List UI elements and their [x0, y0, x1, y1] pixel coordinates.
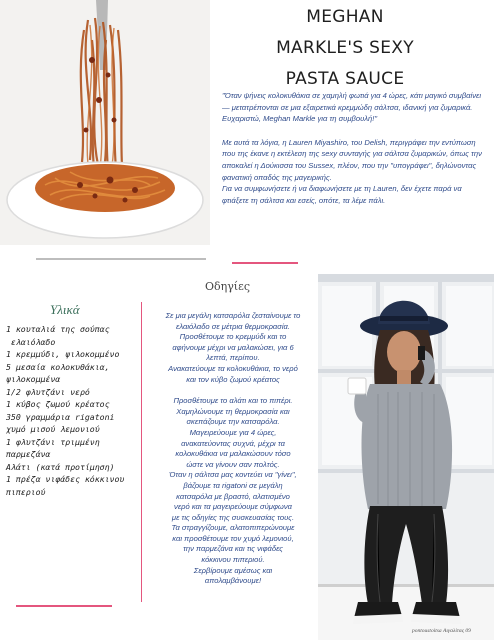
step-line: Προσθέτουμε το κρεμμύδι και το: [179, 332, 287, 342]
ingredients-list: [6, 323, 146, 498]
photo-credit: pontoustoitsa Αιγαλίτας 09: [412, 628, 471, 634]
ingredient-line: ελαιόλαδο: [6, 336, 56, 347]
step-line: Μαγειρεύουμε για 4 ώρες,: [189, 427, 277, 437]
step-line: Χαμηλώνουμε τη θερμοκρασία και: [176, 406, 290, 416]
pasta-photo: [0, 0, 210, 245]
step-line: σκεπάζουμε την κατσαρόλα.: [186, 417, 280, 427]
ingredient-line: 1 φλυτζάνι τριμμένη: [6, 436, 100, 447]
ingredient-line: 1 κύβος ζωμού κρέατος: [6, 399, 110, 409]
ingredient-line: πιπεριού: [6, 486, 46, 497]
title-line-2: MARKLE'S SEXY: [276, 38, 414, 58]
intro-text: [222, 90, 484, 206]
step-line: κολοκυθάκια να μαλακώσουν τόσο: [175, 449, 291, 459]
intro-quote: "Όταν ψήνεις κολοκυθάκια σε χαμηλή φωτιά για 4 ώρες, κάτι μαγικό συμβαίνει — μετατρέπονται σε μια εξαιρετικά κρεμμώδη σάλτσα, ιδανική για ζυμαρικά. Ευχαριστώ, Meghan Markle για τη συμβουλή!": [222, 91, 482, 124]
ingredient-line: 1/2 φλυτζάνι νερό: [6, 386, 90, 397]
meghan-illustration: [318, 274, 494, 640]
page-title: [230, 2, 460, 95]
step-line: κόκκινου πιπεριού.: [201, 555, 265, 565]
step-line: και προσθέτουμε τον χυμό λεμονιού,: [172, 533, 294, 543]
ingredient-line: 1 κουταλιά της σούπας: [6, 324, 110, 334]
step-line: νερό και τα μαγειρεύουμε σύμφωνα: [174, 502, 292, 512]
step-line: αφήνουμε μέχρι να μαλακώσει, για 6: [172, 342, 294, 352]
step-line: βάζουμε τα rigatoni σε μεγάλη: [183, 480, 283, 490]
step-line: και τον κύβο ζωμού κρέατος: [186, 374, 280, 384]
ingredient-line: 5 μεσαία κολοκυθάκια,: [6, 361, 110, 372]
step-line: Τα στραγγίζουμε, αλατοπιπερώνουμε: [171, 523, 295, 533]
intro-paragraph-3: Για να συμφωνήσετε ή να διαφωνήσετε με τη Lauren, δεν έχετε παρά να φτιάξετε τη σάλτσα και εσείς, οπότε, τα λέμε πάλι.: [222, 184, 462, 205]
step-line: Ανακατεύουμε τα κολοκυθάκια, το νερό: [168, 363, 298, 373]
step-line: ανακατεύοντας συχνά, μέχρι τα: [181, 438, 285, 448]
title-line-1: MEGHAN: [306, 7, 384, 27]
title-line-3: PASTA SAUCE: [285, 69, 405, 89]
step-line: Σερβίρουμε αμέσως και: [193, 565, 273, 575]
pink-divider-bottom: [16, 605, 112, 607]
step-line: Σε μια μεγάλη κατσαρόλα ζεσταίνουμε το: [165, 311, 301, 320]
ingredient-line: 1 κρεμμύδι, ψιλοκομμένο: [6, 349, 120, 359]
step-line: κατσαρόλα με βραστό, αλατισμένο: [176, 491, 290, 501]
intro-paragraph-2: Με αυτά τα λόγια, η Lauren Miyashiro, του Delish, περιγράφει την εντύπωση που της έκανε η εκτέλεση της sexy συνταγής για σάλτσα ζυμαρικών, όπως την αποκαλεί η Δούκισσα του Sussex, πλέον, που την "υπογράφει", δηλώνοντας φανατική οπαδός της μαγειρικής.: [222, 137, 482, 182]
ingredient-line: 350 γραμμάρια rigatoni: [6, 411, 115, 422]
step-line: λεπτά, περίπου.: [206, 353, 260, 363]
ingredients-heading: Υλικά: [50, 302, 80, 317]
ingredient-line: Αλάτι (κατά προτίμηση): [6, 461, 115, 472]
directions-text: [151, 311, 315, 587]
step-line: Όταν η σάλτσα μας κοντεύει να "γίνει",: [169, 470, 297, 480]
step-line: την παρμεζάνα και τις νιφάδες: [183, 544, 283, 554]
ingredient-line: παρμεζάνα: [6, 449, 51, 459]
step-line: ώστε να γίνουν σαν πολτός.: [186, 459, 280, 469]
pink-divider-top: [232, 262, 298, 264]
ingredient-line: χυμό μισού λεμονιού: [6, 424, 100, 434]
gray-divider: [36, 258, 206, 260]
step-line: απολαμβάνουμε!: [204, 576, 262, 586]
step-line: ελαιόλαδο σε μέτρια θερμοκρασία.: [176, 321, 290, 331]
pasta-illustration: [0, 0, 210, 245]
ingredient-line: ψιλοκομμένα: [6, 374, 61, 384]
vertical-divider: [141, 302, 142, 602]
step-line: με τις οδηγίες της συσκευασίας τους.: [171, 512, 295, 522]
meghan-photo: [318, 274, 494, 640]
ingredient-line: 1 πρέζα νιφάδες κόκκινου: [6, 474, 125, 484]
step-line: Προσθέτουμε το αλάτι και το πιπέρι.: [173, 396, 293, 406]
directions-heading: Οδηγίες: [205, 280, 250, 293]
